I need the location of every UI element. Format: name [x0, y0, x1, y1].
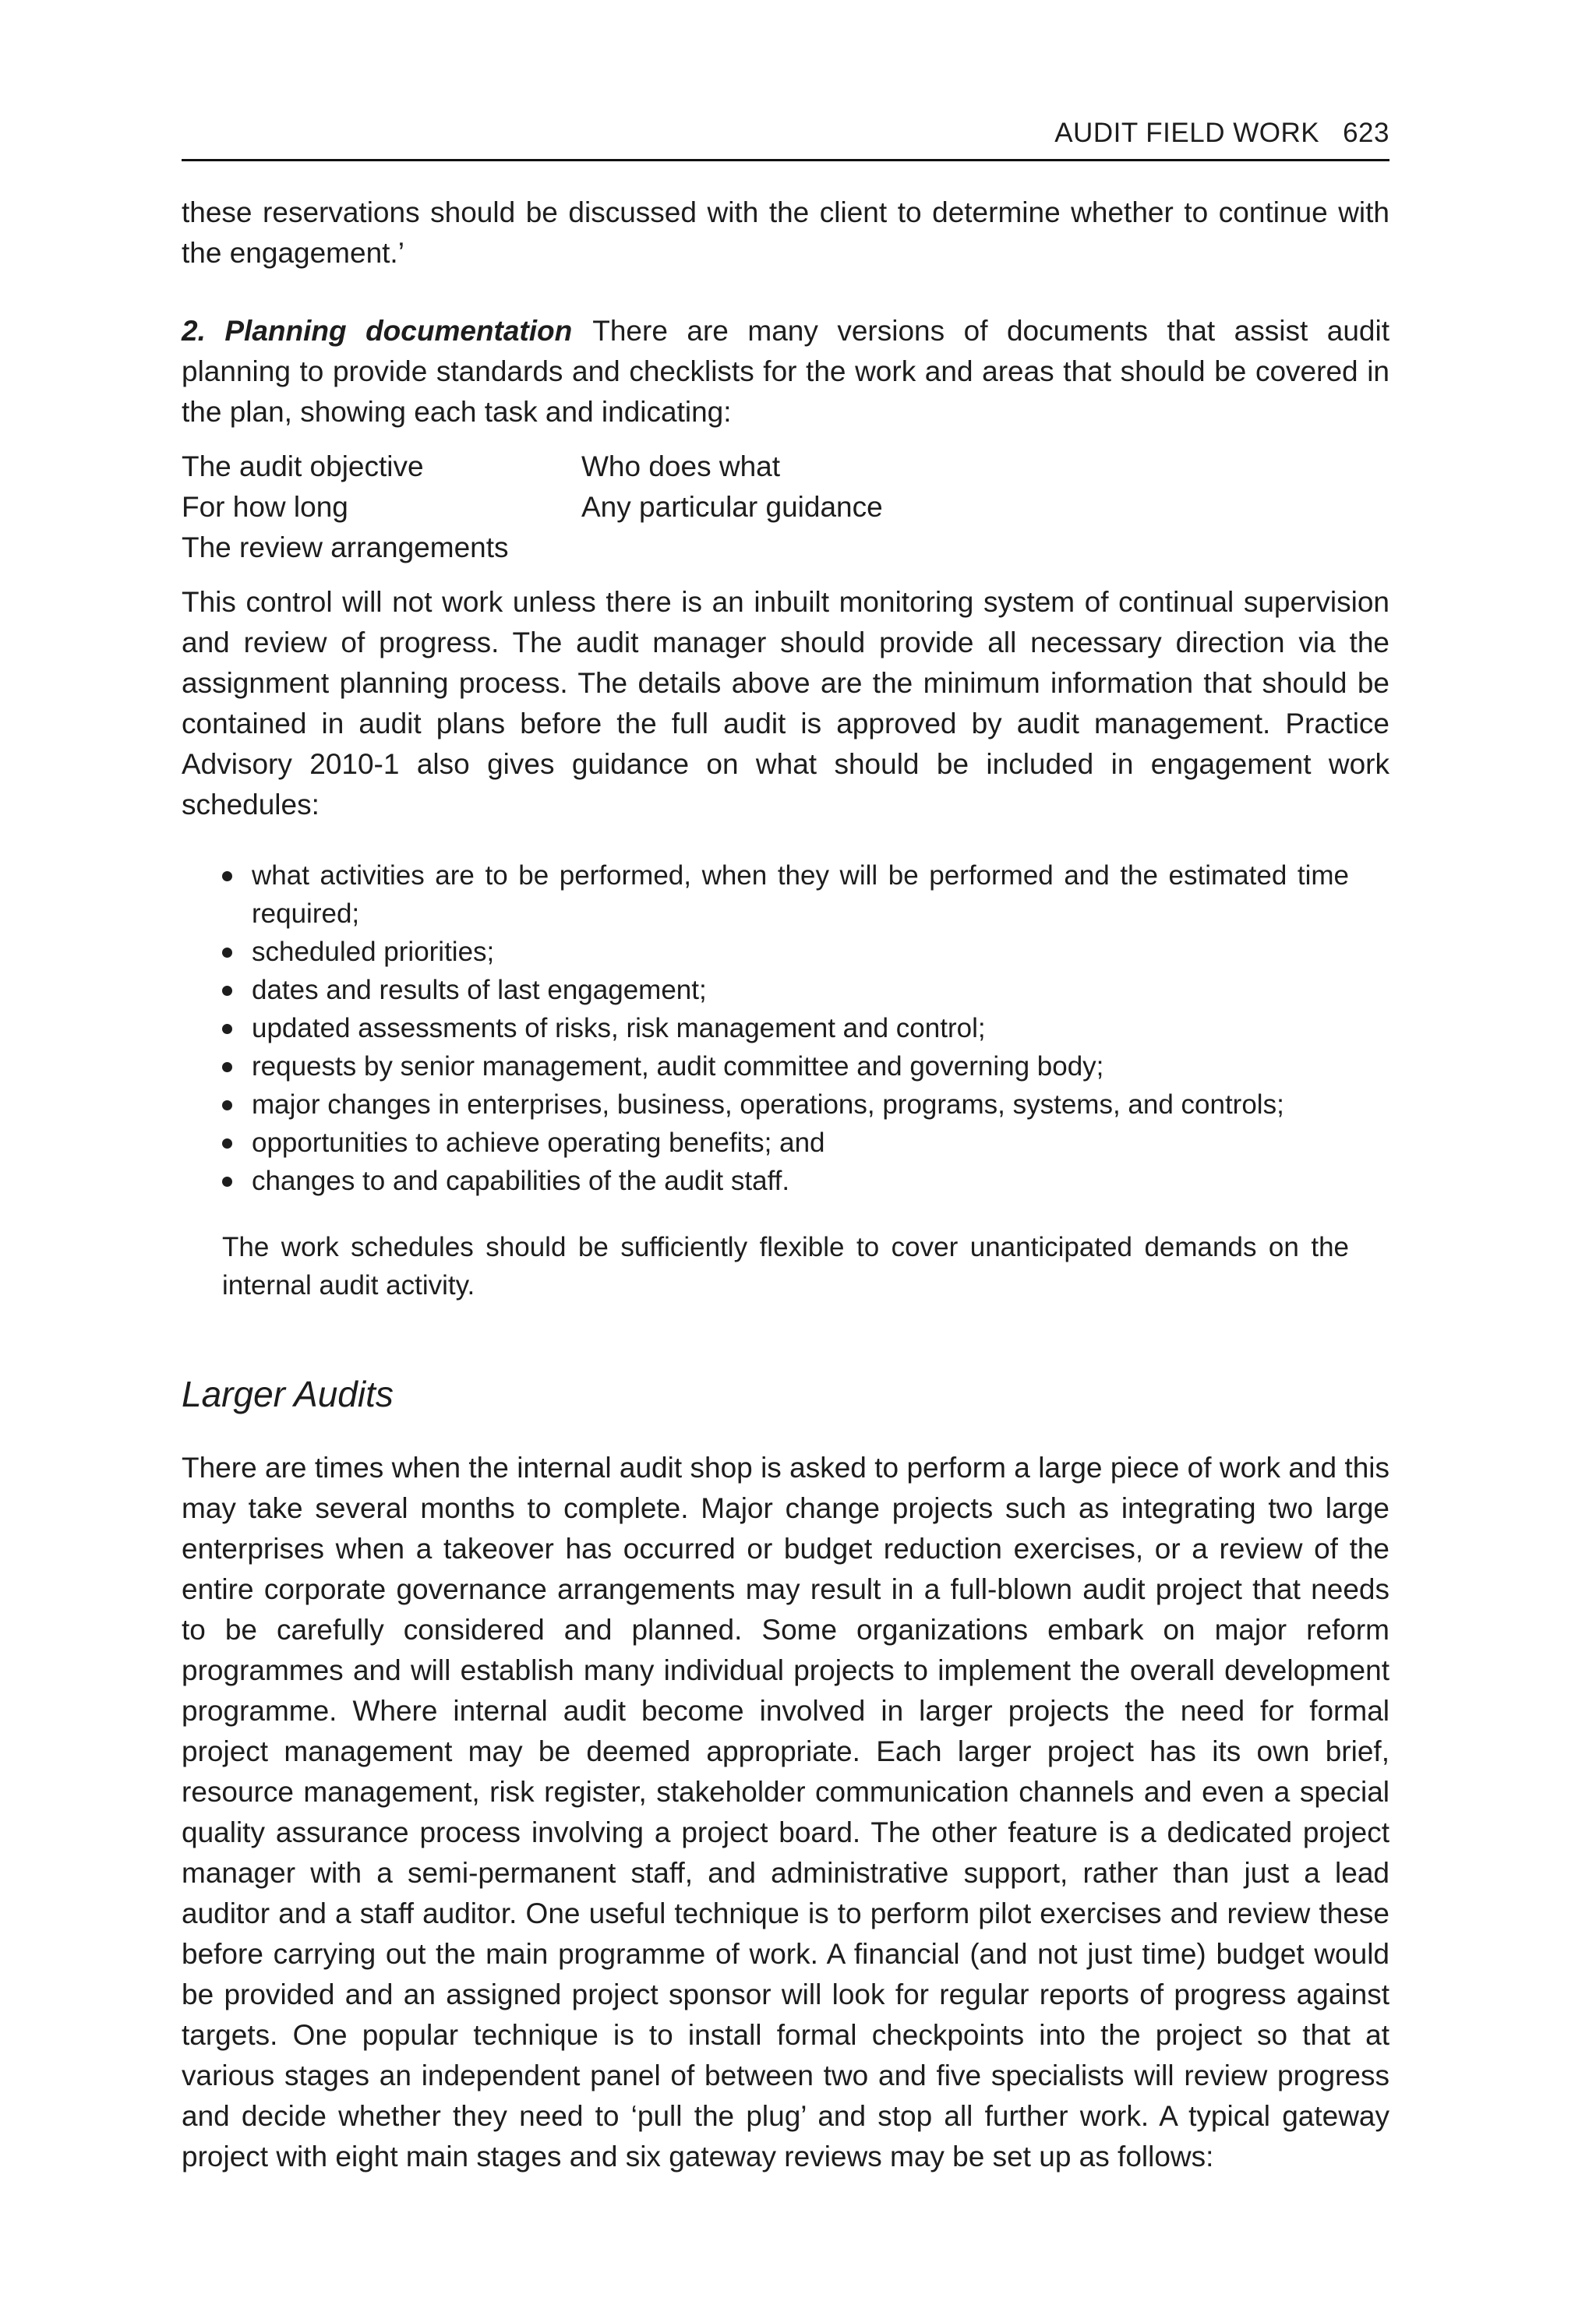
bullet-icon: [222, 1100, 232, 1110]
plan-item: The review arrangements: [182, 531, 509, 563]
planning-heading: 2. Planning documentation: [182, 315, 573, 347]
list-item: updated assessments of risks, risk management and control;: [222, 1009, 1349, 1047]
list-item: opportunities to achieve operating benefits; and: [222, 1124, 1349, 1162]
bullet-icon: [222, 948, 232, 958]
bullet-icon: [222, 1062, 232, 1072]
plan-item: The audit objective: [182, 450, 424, 482]
plan-item: For how long: [182, 491, 348, 523]
list-item: changes to and capabilities of the audit staff.: [222, 1162, 1349, 1200]
list-item: major changes in enterprises, business, operations, programs, systems, and controls;: [222, 1085, 1349, 1124]
bullet-icon: [222, 1177, 232, 1187]
list-item: what activities are to be performed, when they will be performed and the estimated time required;: [222, 856, 1349, 933]
running-head: [182, 117, 1389, 161]
list-item: dates and results of last engagement;: [222, 971, 1349, 1009]
work-schedule-list: [182, 856, 1389, 1200]
bullet-icon: [222, 1138, 232, 1149]
planning-paragraph: [182, 311, 1389, 432]
control-paragraph: This control will not work unless there is an inbuilt monitoring system of continual supervision and review of progress. The audit manager should provide all necessary direction via the assignment planning process. The details above are the minimum information that should be contained in audit plans before the full audit is approved by audit management. Practice Advisory 2010-1 also gives guidance on what should be included in engagement work schedules:: [182, 586, 1389, 821]
running-head-title: AUDIT FIELD WORK: [1054, 118, 1320, 148]
schedules-paragraph: The work schedules should be sufficiently flexible to cover unanticipated demands on the internal audit activity.: [222, 1232, 1349, 1301]
section-heading: Larger Audits: [182, 1374, 394, 1414]
continuation-paragraph: these reservations should be discussed with the client to determine whether to continue with the engagement.’: [182, 196, 1389, 269]
list-item: requests by senior management, audit committee and governing body;: [222, 1047, 1349, 1085]
list-item: scheduled priorities;: [222, 933, 1349, 971]
plan-item-empty: [581, 528, 1389, 568]
planning-text: There are many versions of documents that assist audit planning to provide standards and checklists for the work and areas that should be covered in the plan, showing each task and indicating:: [182, 315, 1389, 428]
plan-item: Who does what: [581, 450, 781, 482]
bullet-icon: [222, 871, 232, 881]
plan-items-grid: [182, 447, 1389, 568]
document-page: [182, 117, 1389, 2177]
bullet-icon: [222, 986, 232, 996]
larger-audits-paragraph: There are times when the internal audit shop is asked to perform a large piece of work and this may take several months to complete. Major change projects such as integrating two large enterprises when a takeover has occurred or budget reduction exercises, or a review of the entire corporate governance arrangements may result in a full-blown audit project that needs to be carefully considered and planned. Some organizations embark on major reform programmes and will establish many individual projects to implement the overall development programme. Where internal audit become involved in larger projects the need for formal project management may be deemed appropriate. Each larger project has its own brief, resource management, risk register, stakeholder communication channels and even a special quality assurance process involving a project board. The other feature is a dedicated project manager with a semi-permanent staff, and administrative support, rather than just a lead auditor and a staff auditor. One useful technique is to perform pilot exercises and review these before carrying out the main programme of work. A financial (and not just time) budget would be provided and an assigned project sponsor will look for regular reports of progress against targets. One popular technique is to install formal checkpoints into the project so that at various stages an independent panel of between two and five specialists will review progress and decide whether they need to ‘pull the plug’ and stop all further work. A typical gateway project with eight main stages and six gateway reviews may be set up as follows:: [182, 1452, 1389, 2173]
plan-item: Any particular guidance: [581, 491, 883, 523]
page-number: 623: [1343, 118, 1389, 148]
bullet-icon: [222, 1024, 232, 1034]
